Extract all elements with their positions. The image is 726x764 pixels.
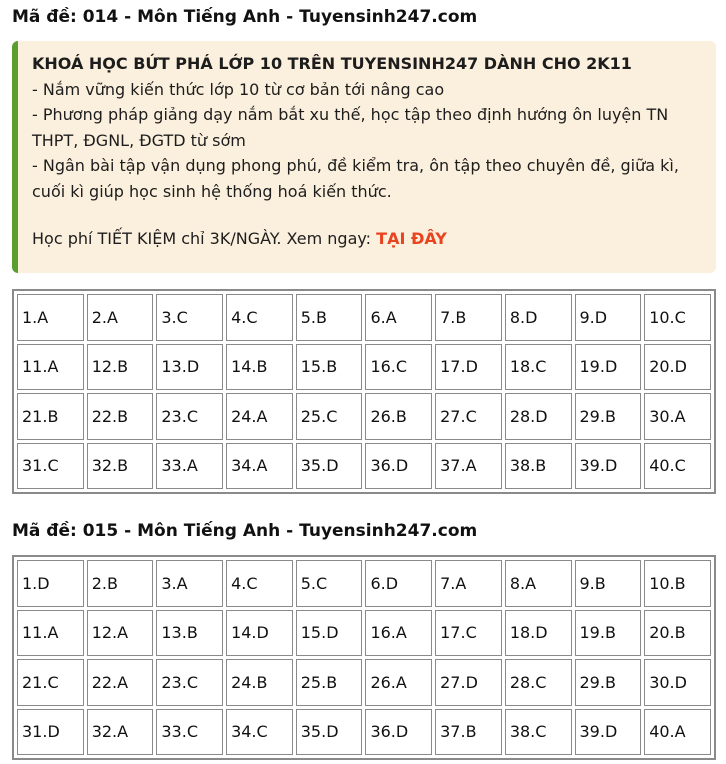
answer-cell: 20.B bbox=[644, 610, 711, 657]
answer-cell: 15.B bbox=[296, 344, 363, 391]
answer-cell: 6.D bbox=[365, 560, 432, 607]
promo-spacer bbox=[32, 204, 708, 226]
answer-table-015 bbox=[12, 555, 716, 760]
answer-cell: 37.B bbox=[435, 709, 502, 756]
answer-row bbox=[17, 344, 711, 391]
answer-cell: 39.D bbox=[575, 443, 642, 490]
answer-cell: 32.A bbox=[87, 709, 154, 756]
answer-cell: 10.C bbox=[644, 294, 711, 341]
answer-cell: 18.D bbox=[505, 610, 572, 657]
answer-cell: 40.A bbox=[644, 709, 711, 756]
answer-cell: 5.C bbox=[296, 560, 363, 607]
answer-cell: 35.D bbox=[296, 709, 363, 756]
answer-cell: 22.B bbox=[87, 393, 154, 440]
answer-cell: 16.C bbox=[365, 344, 432, 391]
answer-cell: 8.D bbox=[505, 294, 572, 341]
answer-cell: 38.B bbox=[505, 443, 572, 490]
answer-row bbox=[17, 294, 711, 341]
answer-cell: 37.A bbox=[435, 443, 502, 490]
answer-cell: 24.B bbox=[226, 659, 293, 706]
promo-bullet-2-line-1: - Phương pháp giảng dạy nắm bắt xu thế, học tập theo định hướng ôn luyện TN bbox=[32, 105, 669, 124]
promo-fee-line bbox=[32, 226, 708, 252]
answer-cell: 14.D bbox=[226, 610, 293, 657]
answer-cell: 33.A bbox=[156, 443, 223, 490]
answer-cell: 1.D bbox=[17, 560, 84, 607]
answer-table-014 bbox=[12, 289, 716, 494]
answer-cell: 39.D bbox=[575, 709, 642, 756]
answer-cell: 35.D bbox=[296, 443, 363, 490]
answer-cell: 19.B bbox=[575, 610, 642, 657]
answer-cell: 40.C bbox=[644, 443, 711, 490]
answer-cell: 15.D bbox=[296, 610, 363, 657]
answer-cell: 7.B bbox=[435, 294, 502, 341]
answer-cell: 31.C bbox=[17, 443, 84, 490]
answer-cell: 33.C bbox=[156, 709, 223, 756]
answer-cell: 2.A bbox=[87, 294, 154, 341]
answer-cell: 24.A bbox=[226, 393, 293, 440]
answer-cell: 14.B bbox=[226, 344, 293, 391]
answer-cell: 30.D bbox=[644, 659, 711, 706]
answer-cell: 22.A bbox=[87, 659, 154, 706]
promo-bullet-1: - Nắm vững kiến thức lớp 10 từ cơ bản tới nâng cao bbox=[32, 79, 445, 99]
answer-cell: 13.D bbox=[156, 344, 223, 391]
answer-cell: 4.C bbox=[226, 560, 293, 607]
answer-row bbox=[17, 443, 711, 490]
course-promo-box bbox=[12, 41, 716, 273]
answer-cell: 17.C bbox=[435, 610, 502, 657]
answer-row bbox=[17, 393, 711, 440]
answer-cell: 29.B bbox=[575, 659, 642, 706]
exam-014-heading: Mã đề: 014 - Môn Tiếng Anh - Tuyensinh247.com bbox=[12, 7, 478, 27]
answer-cell: 28.D bbox=[505, 393, 572, 440]
answer-cell: 31.D bbox=[17, 709, 84, 756]
answer-cell: 38.C bbox=[505, 709, 572, 756]
answer-cell: 12.B bbox=[87, 344, 154, 391]
answer-cell: 27.C bbox=[435, 393, 502, 440]
answer-cell: 9.B bbox=[575, 560, 642, 607]
answer-cell: 18.C bbox=[505, 344, 572, 391]
answer-cell: 11.A bbox=[17, 344, 84, 391]
promo-link[interactable]: TẠI ĐÂY bbox=[376, 229, 447, 248]
answer-cell: 12.A bbox=[87, 610, 154, 657]
promo-bullet-2-line-2: THPT, ĐGNL, ĐGTD từ sớm bbox=[32, 130, 246, 150]
answer-cell: 2.B bbox=[87, 560, 154, 607]
answer-cell: 10.B bbox=[644, 560, 711, 607]
answer-row bbox=[17, 560, 711, 607]
promo-title: KHOÁ HỌC BỨT PHÁ LỚP 10 TRÊN TUYENSINH247 DÀNH CHO 2K11 bbox=[32, 54, 632, 73]
answer-row bbox=[17, 610, 711, 657]
answer-cell: 23.C bbox=[156, 393, 223, 440]
answer-cell: 32.B bbox=[87, 443, 154, 490]
answer-cell: 30.A bbox=[644, 393, 711, 440]
answer-cell: 6.A bbox=[365, 294, 432, 341]
promo-bullet-3-line-2: cuối kì giúp học sinh hệ thống hoá kiến thức. bbox=[32, 181, 392, 201]
answer-cell: 34.A bbox=[226, 443, 293, 490]
answer-cell: 7.A bbox=[435, 560, 502, 607]
answer-cell: 26.B bbox=[365, 393, 432, 440]
answer-cell: 21.B bbox=[17, 393, 84, 440]
answer-cell: 27.D bbox=[435, 659, 502, 706]
answer-cell: 11.A bbox=[17, 610, 84, 657]
answer-cell: 28.C bbox=[505, 659, 572, 706]
answer-cell: 17.D bbox=[435, 344, 502, 391]
answer-cell: 29.B bbox=[575, 393, 642, 440]
answer-cell: 25.C bbox=[296, 393, 363, 440]
answer-cell: 26.A bbox=[365, 659, 432, 706]
answer-cell: 9.D bbox=[575, 294, 642, 341]
answer-cell: 5.B bbox=[296, 294, 363, 341]
answer-cell: 3.C bbox=[156, 294, 223, 341]
answer-cell: 23.C bbox=[156, 659, 223, 706]
promo-bullet-3-line-1: - Ngân bài tập vận dụng phong phú, đề kiểm tra, ôn tập theo chuyên đề, giữa kì, bbox=[32, 156, 679, 175]
answer-cell: 3.A bbox=[156, 560, 223, 607]
answer-cell: 19.D bbox=[575, 344, 642, 391]
answer-cell: 13.B bbox=[156, 610, 223, 657]
answer-row bbox=[17, 659, 711, 706]
answer-cell: 21.C bbox=[17, 659, 84, 706]
answer-cell: 1.A bbox=[17, 294, 84, 341]
answer-row bbox=[17, 709, 711, 756]
exam-015-heading: Mã đề: 015 - Môn Tiếng Anh - Tuyensinh247.com bbox=[12, 521, 478, 541]
answer-cell: 20.D bbox=[644, 344, 711, 391]
promo-fee-text: Học phí TIẾT KIỆM chỉ 3K/NGÀY. Xem ngay: bbox=[32, 229, 377, 248]
answer-cell: 25.B bbox=[296, 659, 363, 706]
answer-cell: 4.C bbox=[226, 294, 293, 341]
answer-cell: 36.D bbox=[365, 709, 432, 756]
answer-cell: 8.A bbox=[505, 560, 572, 607]
answer-cell: 16.A bbox=[365, 610, 432, 657]
answer-cell: 36.D bbox=[365, 443, 432, 490]
answer-cell: 34.C bbox=[226, 709, 293, 756]
